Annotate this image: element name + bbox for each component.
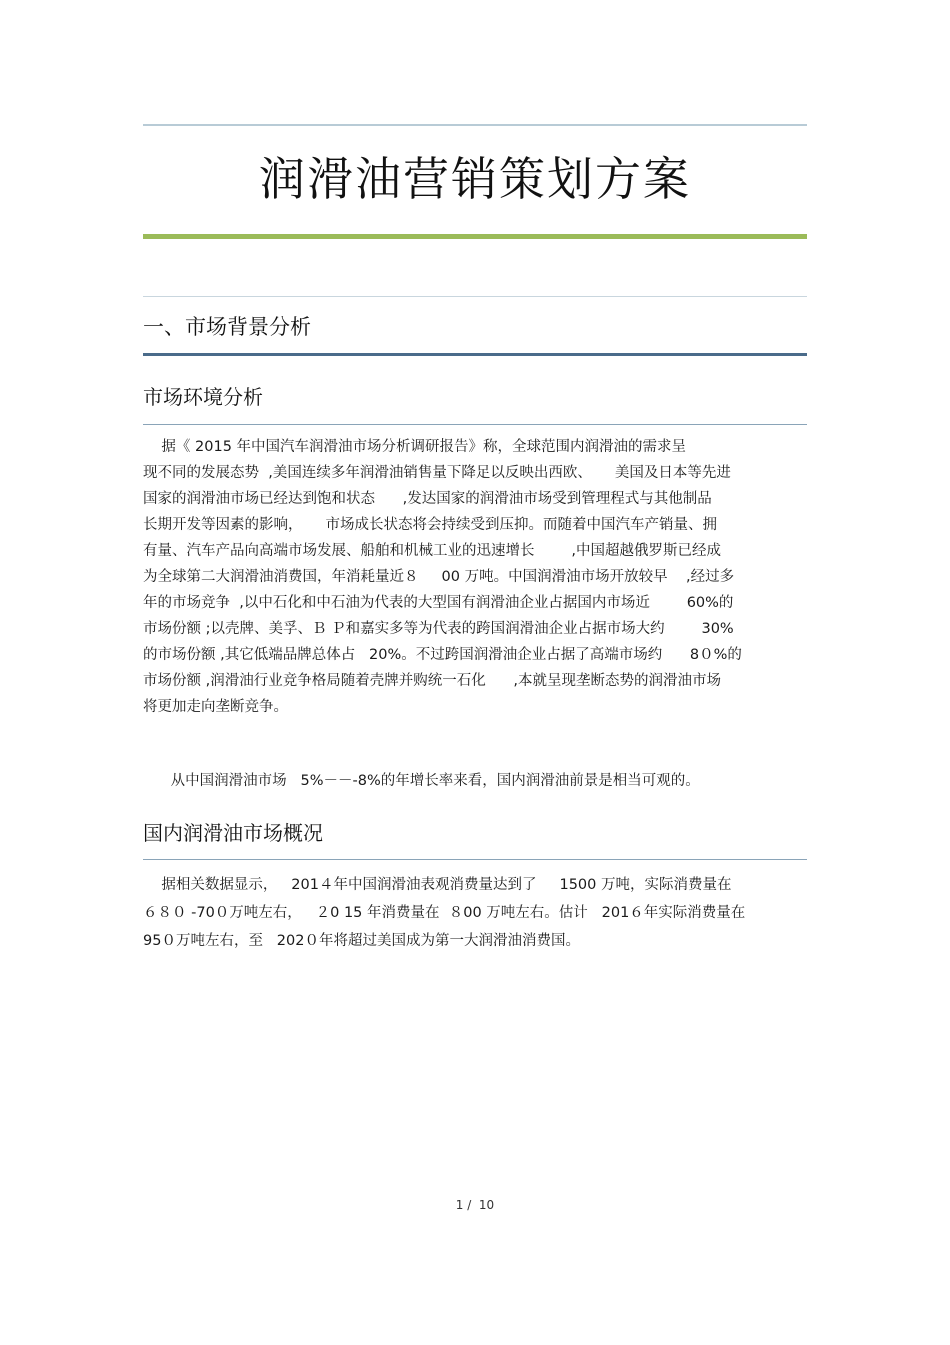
paragraph-line: 为全球第二大润滑油消费国，年消耗量近８ 00 万吨。中国润滑油市场开放较早 ,经过多 xyxy=(143,569,735,585)
paragraph-line: 长期开发等因素的影响， 市场成长状态将会持续受到压抑。而随着中国汽车产销量、拥 xyxy=(143,517,718,533)
paragraph-line: ６８０ -70０万吨左右， ２0 15 年消费量在 ８00 万吨左右。估计 201６年实际消费量在 xyxy=(143,905,746,921)
paragraph-line: 将更加走向垄断竞争。 xyxy=(143,699,288,715)
subheading-market-environment: 市场环境分析 xyxy=(143,385,263,409)
section-top-divider xyxy=(143,296,807,297)
paragraph-line: 据相关数据显示， 201４年中国润滑油表观消费量达到了 1500 万吨，实际消费量在 xyxy=(143,877,732,893)
paragraph-line: 国家的润滑油市场已经达到饱和状态 ,发达国家的润滑油市场受到管理程式与其他制品 xyxy=(143,491,712,507)
document-title: 润滑油营销策划方案 xyxy=(259,152,691,206)
subheading-underline xyxy=(143,424,807,425)
paragraph-line: 据《 2015 年中国汽车润滑油市场分析调研报告》称，全球范围内润滑油的需求呈 xyxy=(143,439,687,455)
paragraph-market-environment xyxy=(143,434,807,720)
top-divider xyxy=(143,124,807,126)
paragraph-line: 市场份额 ,润滑油行业竞争格局随着壳牌并购统一石化 ,本就呈现垄断态势的润滑油市场 xyxy=(143,673,721,689)
subheading-underline xyxy=(143,859,807,860)
paragraph-line: 从中国润滑油市场 5%－－-8%的年增长率来看，国内润滑油前景是相当可观的。 xyxy=(143,773,700,789)
paragraph-line: 市场份额 ;以壳牌、美孚、Ｂ Ｐ和嘉实多等为代表的跨国润滑油企业占据市场大约 30% xyxy=(143,621,734,637)
paragraph-line: 现不同的发展态势 ,美国连续多年润滑油销售量下降足以反映出西欧、 美国及日本等先进 xyxy=(143,465,731,481)
paragraph-domestic-market xyxy=(143,871,807,955)
paragraph-line: 的市场份额 ,其它低端品牌总体占 20%。不过跨国润滑油企业占据了高端市场约 8０%的 xyxy=(143,647,742,663)
paragraph-line: 95０万吨左右，至 202０年将超过美国成为第一大润滑油消费国。 xyxy=(143,933,580,949)
subheading-domestic-market-overview: 国内润滑油市场概况 xyxy=(143,821,323,845)
paragraph-line: 年的市场竞争 ,以中石化和中石油为代表的大型国有润滑油企业占据国内市场近 60%的 xyxy=(143,595,734,611)
title-underline xyxy=(143,234,807,239)
paragraph-growth-rate xyxy=(143,768,807,794)
page-number: 1 / 10 xyxy=(455,1198,495,1212)
section-underline xyxy=(143,353,807,356)
section-heading-market-background: 一、市场背景分析 xyxy=(143,315,311,339)
paragraph-line: 有量、汽车产品向高端市场发展、船舶和机械工业的迅速增长 ,中国超越俄罗斯已经成 xyxy=(143,543,721,559)
